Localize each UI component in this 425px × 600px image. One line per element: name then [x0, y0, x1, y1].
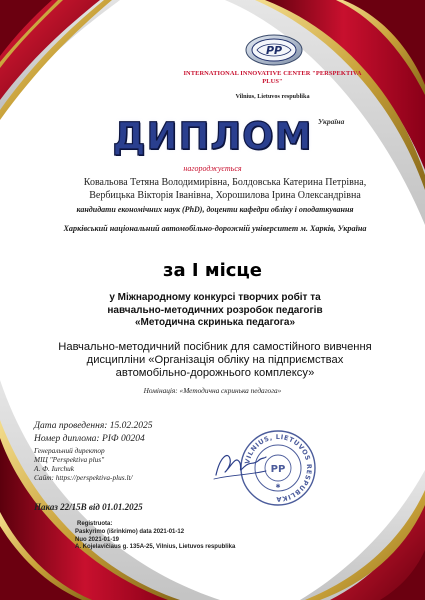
registration-line-3: A. Kojelavičiaus g. 135A-25, Vilnius, Lietuvos respublika	[75, 544, 236, 551]
organization-name: INTERNATIONAL INNOVATIVE CENTER "PERSPEKTIVA PLUS"	[183, 70, 362, 85]
ribbon-bottom-left	[0, 380, 220, 600]
awarded-label: нагороджується	[183, 164, 242, 173]
registration-label: Registruota:	[77, 521, 113, 527]
site-link: Сайт: https://perspektiva-plus.lt/	[34, 473, 133, 482]
svg-text:✱: ✱	[275, 483, 281, 490]
organization-city: Vilnius, Lietuvos respublika	[235, 93, 310, 100]
nomination: Номінація: «Методична скринька педагога»	[143, 386, 282, 395]
diploma-title: ДИПЛОМ	[112, 115, 313, 158]
contest-name: у Міжнародному конкурсі творчих робіт та навчально-методичних розробок педагогів «Методична скринька педагога»	[107, 292, 323, 328]
event-date: Дата проведення: 15.02.2025	[34, 421, 153, 431]
registration-info	[75, 521, 335, 552]
registration-line-1: Paskyrimo (išrinkimo) data 2021-01-12	[75, 528, 185, 535]
diploma-number: Номер диплома: РІФ 00204	[34, 434, 145, 444]
place-award: за І місце	[163, 260, 262, 281]
svg-text:PP: PP	[270, 464, 286, 475]
diploma-details	[34, 420, 234, 482]
university: Харківський національний автомобільно-дорожній університет м. Харків, Україна	[63, 224, 367, 233]
official-stamp	[238, 428, 318, 508]
director-name: А. Ф. Iurchuk	[34, 464, 75, 473]
registration-line-2: Nuo 2021-01-19	[75, 536, 120, 543]
order-number: Наказ 22/15В від 01.01.2025	[34, 502, 143, 512]
work-title: Навчально-методичний посібник для самостійного вивчення дисципліни «Організація обліку на підприємствах автомобільно-дорожнього комплексу»	[58, 341, 372, 380]
director-title: Генеральний директор	[34, 446, 105, 455]
director-org: МІЦ "Perspektiva plus"	[34, 455, 105, 464]
svg-text:PP: PP	[265, 44, 283, 57]
recipients-position: кандидати економічних наук (PhD), доценти кафедри обліку і оподаткування	[76, 205, 354, 214]
country-label: Україна	[318, 117, 345, 126]
svg-text:VILNIUS, LIETUVOS RESPUBLIKA: VILNIUS, LIETUVOS RESPUBLIKA	[243, 432, 314, 504]
ribbon-top-left	[0, 0, 120, 120]
recipients: Ковальова Тетяна Володимирівна, Болдовська Катерина Петрівна, Вербицька Вікторія Іванівна, Хорошилова Ірина Олександрівна	[83, 177, 367, 201]
logo-icon	[245, 33, 303, 67]
